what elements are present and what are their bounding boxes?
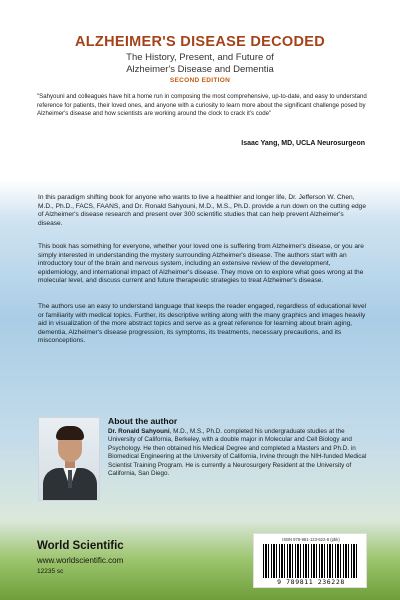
about-author-heading: About the author [108, 416, 178, 426]
cover-header [0, 0, 400, 180]
publisher-code: 12235 sc [37, 568, 64, 575]
isbn-label: ISBN 978-981-123-622-8 (pbk) [282, 537, 340, 542]
edition-label: SECOND EDITION [169, 77, 231, 84]
subtitle-line-2: Alzheimer's Disease and Dementia [126, 63, 274, 75]
description-paragraph-3: The authors use an easy to understand language that keeps the reader engaged, regardless of educational level or familiarity with medical topics. Further, its descriptive writing along with the many graphics and images heavily aid in visualization of the more abstract topics and serve as a great reference for learning about brain aging, dementia, Alzheimer's disease progression, its symptoms, its treatments, necessary precautions, and its misconceptions. [38, 303, 367, 345]
author-name: Dr. Ronald Sahyouni [108, 428, 170, 435]
description-paragraph-2: This book has something for everyone, whether your loved one is suffering from Alzheimer's disease, or you are simply interested in understanding the mystery surrounding Alzheimer's disease. The authors start with an introductory tour of the brain and nervous system, including an extensive review of the development, epidemiology, and international impact of Alzheimer's disease. They move on to explore what goes wrong at the molecular level, and discuss current and future therapeutic strategies to treat Alzheimer's disease. [38, 243, 364, 285]
subtitle-line-1: The History, Present, and Future of [126, 52, 274, 63]
author-photo [38, 417, 100, 501]
publisher-name: World Scientific [37, 540, 124, 552]
author-photo-hair [56, 426, 84, 440]
endorsement-quote: "Sahyouni and colleagues have hit a home run in composing the most comprehensive, up-to-date, and easy to understand reference for patients, their loved ones, and anyone with a curiosity to learn more about the significant challenge posed by Alzheimer's disease and how scientists are working around the clock to crack it's code" [37, 93, 367, 117]
description-paragraph-1: In this paradigm shifting book for anyone who wants to live a healthier and longer life, Dr. Jefferson W. Chen, M.D., Ph.D., FACS, FAANS, and Dr. Ronald Sahyouni, M.D., M.S., Ph.D. provide a run down on the cutting edge of Alzheimer's disease research and present over 300 scientific studies that can help prevent Alzheimer's disease. [38, 194, 367, 227]
book-subtitle [0, 52, 400, 75]
author-photo-tie [68, 470, 72, 488]
barcode-number: 9 789811 236228 [277, 578, 345, 586]
author-bio-text: , M.D., M.S., Ph.D. completed his undergraduate studies at the University of California, Berkeley, with a double major in Molecular and Cell Biology and Psychology. He then obtained his Medical Degree and completed a Masters and Ph.D. in Biomedical Engineering at the University of California, Irvine through the NIH-funded Medical Scientist Training Program. He is currently a Neurosurgery Resident at the University of California, San Diego. [108, 428, 367, 478]
endorsement-author: Isaac Yang, MD, UCLA Neurosurgeon [241, 140, 365, 147]
publisher-website: www.worldscientific.com [37, 556, 124, 565]
about-author-bio [108, 428, 370, 478]
book-title: ALZHEIMER'S DISEASE DECODED [74, 34, 326, 50]
isbn-barcode [253, 533, 367, 588]
barcode-bars [263, 544, 359, 578]
